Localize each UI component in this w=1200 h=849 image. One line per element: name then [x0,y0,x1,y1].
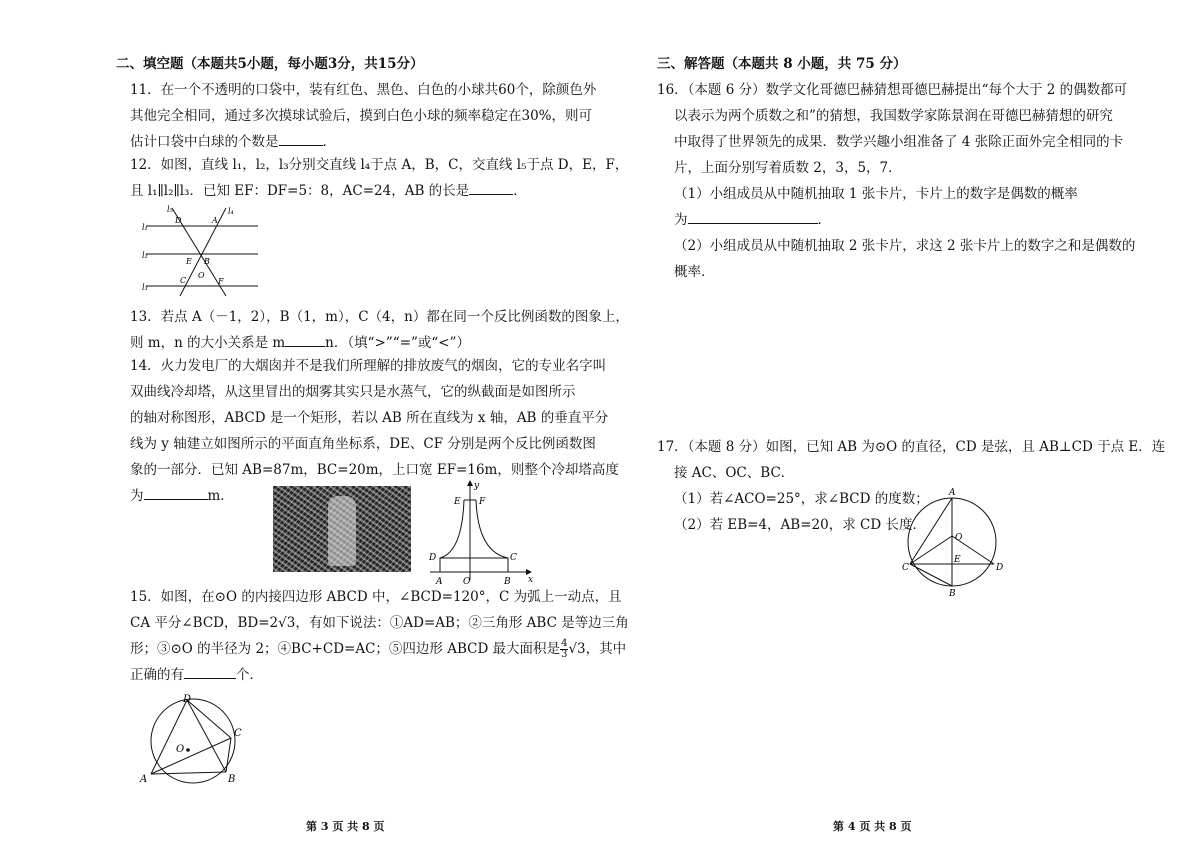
q16-line6: 为 ． [657,207,1135,233]
label-y: y [474,481,480,491]
segment-DC [187,700,231,738]
q17-line1: 17．（本题 8 分）如图，已知 AB 为⊙O 的直径，CD 是弦，且 AB⊥CD 于点 E．连 [657,439,1166,455]
q13-answer-blank[interactable] [285,332,325,347]
q13-line1: 13．若点 A（－1，2），B（1，m），C（4，n）都在同一个反比例函数的图象上， [130,309,629,325]
label-l4: l₄ [228,207,234,216]
label-A: A [140,774,148,785]
label-O: O [955,533,963,543]
question-12 [130,152,628,204]
question-13 [130,304,629,356]
label-D: D [429,553,437,563]
segment-AB [151,772,226,774]
label-l3: l₃ [142,283,148,292]
q12-line1: 12．如图，直线 l₁，l₂，l₃分别交直线 l₄于点 A，B，C，交直线 l₅于点 D，E，F， [130,157,629,173]
q14-line3: 的轴对称图形，ABCD 是一个矩形，若以 AB 所在直线为 x 轴，AB 的垂直平分 [130,410,609,426]
cooling-tower-photo [273,486,411,572]
label-D: D [183,694,192,705]
label-E: E [954,555,961,565]
segment-OC [910,536,952,564]
label-A: A [212,216,218,225]
q15-line4: 正确的有 个． [130,662,629,688]
y-axis-arrow [467,480,473,486]
label-C: C [234,728,242,739]
label-x: x [528,575,534,585]
label-A: A [436,577,443,586]
label-E: E [186,257,192,266]
label-F: F [479,497,486,507]
q16-line2: 以表示为两个质数之和”的猜想，我国数学家陈景润在哥德巴赫猜想的研究 [674,108,1113,124]
q17-line4: （2）若 EB=4，AB=20，求 CD 长度． [674,517,926,533]
label-B: B [504,577,511,586]
segment-CB [226,738,231,772]
q12-answer-blank[interactable] [469,180,513,195]
label-B: B [204,257,210,266]
page-number-right: 第 4 页 共 8 页 [833,820,912,833]
q14-line1: 14．火力发电厂的大烟囱并不是我们所理解的排放废气的烟囱，它的专业名字叫 [130,358,607,374]
segment-AC [910,498,952,564]
label-O: O [198,271,205,280]
q15-line1: 15．如图，在⊙O 的内接四边形 ABCD 中，∠BCD=120°，C 为弧上一动点，且 [130,589,622,605]
q11-line1: 11．在一个不透明的口袋中，装有红色、黑色、白色的小球共60个，除颜色外 [130,82,597,98]
q12-parallel-lines-figure [140,204,270,300]
q16-line4: 片，上面分别写着质数 2，3，5，7． [674,160,902,176]
q16-line5: （1）小组成员从中随机抽取 1 张卡片，卡片上的数字是偶数的概率 [674,186,1078,202]
label-O: O [463,577,471,586]
q11-answer-blank[interactable] [279,131,323,146]
q11-line3: 估计口袋中白球的个数是 ． [130,129,596,155]
q16-answer-blank[interactable] [688,209,818,224]
q15-line2: CA 平分∠BCD，BD=2√3，有如下说法：①AD=AB；②三角形 ABC 是等边三角 [130,615,629,631]
label-l5: l₅ [167,205,173,214]
label-l1: l₁ [142,223,148,232]
q16-line7: （2）小组成员从中随机抽取 2 张卡片，求这 2 张卡片上的数字之和是偶数的 [674,238,1136,254]
q15-inscribed-quadrilateral-figure [138,694,248,786]
curve-DE [440,500,464,558]
q14-line6: 为 m． [130,483,619,509]
segment-DB [187,700,226,772]
q17-line2: 接 AC、OC、BC． [674,465,795,481]
label-F: F [218,277,224,286]
q17-line3: （1）若∠ACO=25°，求∠BCD 的度数； [674,491,929,507]
q14-line2: 双曲线冷却塔，从这里冒出的烟雾其实只是水蒸气，它的纵截面是如图所示 [130,384,576,400]
label-D: D [996,563,1004,573]
rectangle-ABCD [440,558,508,572]
section-title-fill-blank: 二、填空题（本题共5小题，每小题3分，共15分） [116,56,424,72]
segment-AC [151,738,231,774]
q16-line8: 概率． [674,264,715,280]
segment-AD [151,700,187,774]
curve-CF [476,500,508,558]
q14-line4: 线为 y 轴建立如图所示的平面直角坐标系，DE、CF 分别是两个反比例函数图 [130,436,596,452]
q12-line2: 且 l₁∥l₂∥l₃．已知 EF：DF=5：8，AC=24，AB 的长是 ． [130,178,628,204]
label-C: C [902,563,909,573]
label-C: C [510,553,517,563]
label-l2: l₂ [142,251,148,260]
q17-circle-diameter-figure [902,484,1006,600]
label-A: A [949,488,956,498]
page-number-left: 第 3 页 共 8 页 [306,820,385,833]
q15-answer-blank[interactable] [184,664,236,679]
q16-line3: 中取得了世界领先的成果．数学兴趣小组准备了 4 张除正面外完全相同的卡 [674,134,1124,150]
segment-BC [910,564,952,586]
label-B: B [228,774,236,785]
label-B: B [949,589,956,599]
fraction-four-thirds: $\frac{4}{3}$ [561,638,568,660]
q14-cooling-tower-graph [424,478,536,586]
q16-line1: 16．（本题 6 分）数学文化哥德巴赫猜想哥德巴赫提出“每个大于 2 的偶数都可 [657,82,1128,98]
q14-answer-blank[interactable] [144,485,208,500]
q11-line2: 其他完全相同，通过多次摸球试验后，摸到白色小球的频率稳定在30%，则可 [130,108,593,124]
label-E: E [454,497,461,507]
section-title-answer: 三、解答题（本题共 8 小题，共 75 分） [657,56,907,72]
label-C: C [180,276,187,285]
question-15 [130,584,629,688]
question-16 [657,77,1135,285]
right-page [600,0,1200,849]
center-point-O [186,748,190,752]
q14-line5: 象的一部分．已知 AB=87m，BC=20m，上口宽 EF=16m，则整个冷却塔高度 [130,462,619,478]
question-11 [130,77,596,155]
label-D: D [175,216,182,225]
q15-line3: 形；③⊙O 的半径为 2；④BC+CD=AC；⑤四边形 ABCD 最大面积是 $\frac{4}{3}$ √3，其中 [130,638,627,660]
label-O: O [176,744,185,755]
q13-line2: 则 m，n 的大小关系是 m n．（填“>”“=”或“<”） [130,330,629,356]
